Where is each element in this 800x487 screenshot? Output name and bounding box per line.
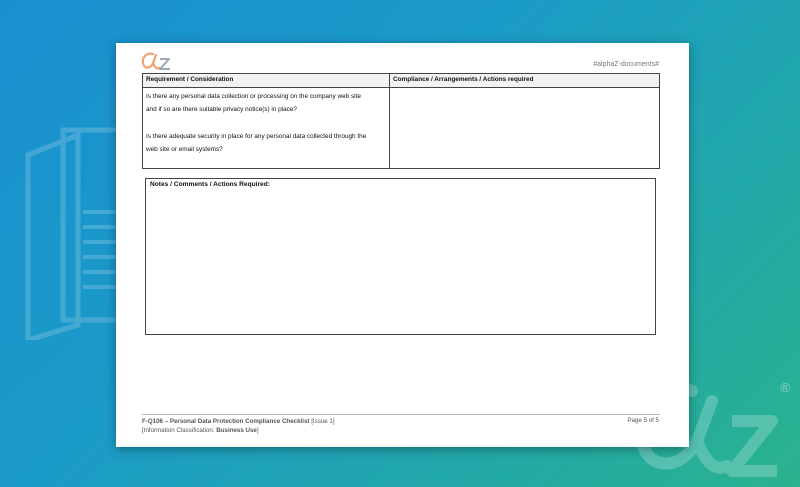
page-number: Page 5 of 5 xyxy=(627,417,659,424)
classification-suffix: ] xyxy=(256,427,259,434)
notes-label: Notes / Comments / Actions Required: xyxy=(150,181,270,188)
classification-value: Business Use xyxy=(216,427,257,434)
footer-divider xyxy=(142,414,660,415)
registered-mark: ® xyxy=(780,380,790,395)
question-1-line-2: and if so are there suitable privacy notice(s) in place? xyxy=(146,106,297,113)
doc-title: – Personal Data Protection Compliance Checklist xyxy=(162,418,310,425)
doc-issue: [Issue 1] xyxy=(309,418,335,425)
footer-info xyxy=(142,417,335,435)
requirement-column-header: Requirement / Consideration xyxy=(143,74,390,88)
requirements-table xyxy=(142,73,660,169)
notes-box[interactable] xyxy=(145,178,656,335)
requirement-cell xyxy=(143,88,390,169)
doc-code: F-Q106 xyxy=(142,418,163,425)
alphaz-logo-icon xyxy=(140,49,172,71)
classification-prefix: [Information Classification: xyxy=(142,427,217,434)
document-tag: #alphaZ-documents# xyxy=(593,61,659,68)
question-2-line-1: Is there adequate security in place for any personal data collected through the xyxy=(146,133,367,140)
question-1-line-1: Is there any personal data collection or processing on the company web site xyxy=(146,93,361,100)
compliance-answer-cell[interactable] xyxy=(390,88,660,169)
question-2-line-2: web site or email systems? xyxy=(146,146,223,153)
document-page xyxy=(116,43,689,447)
compliance-column-header: Compliance / Arrangements / Actions required xyxy=(390,74,660,88)
